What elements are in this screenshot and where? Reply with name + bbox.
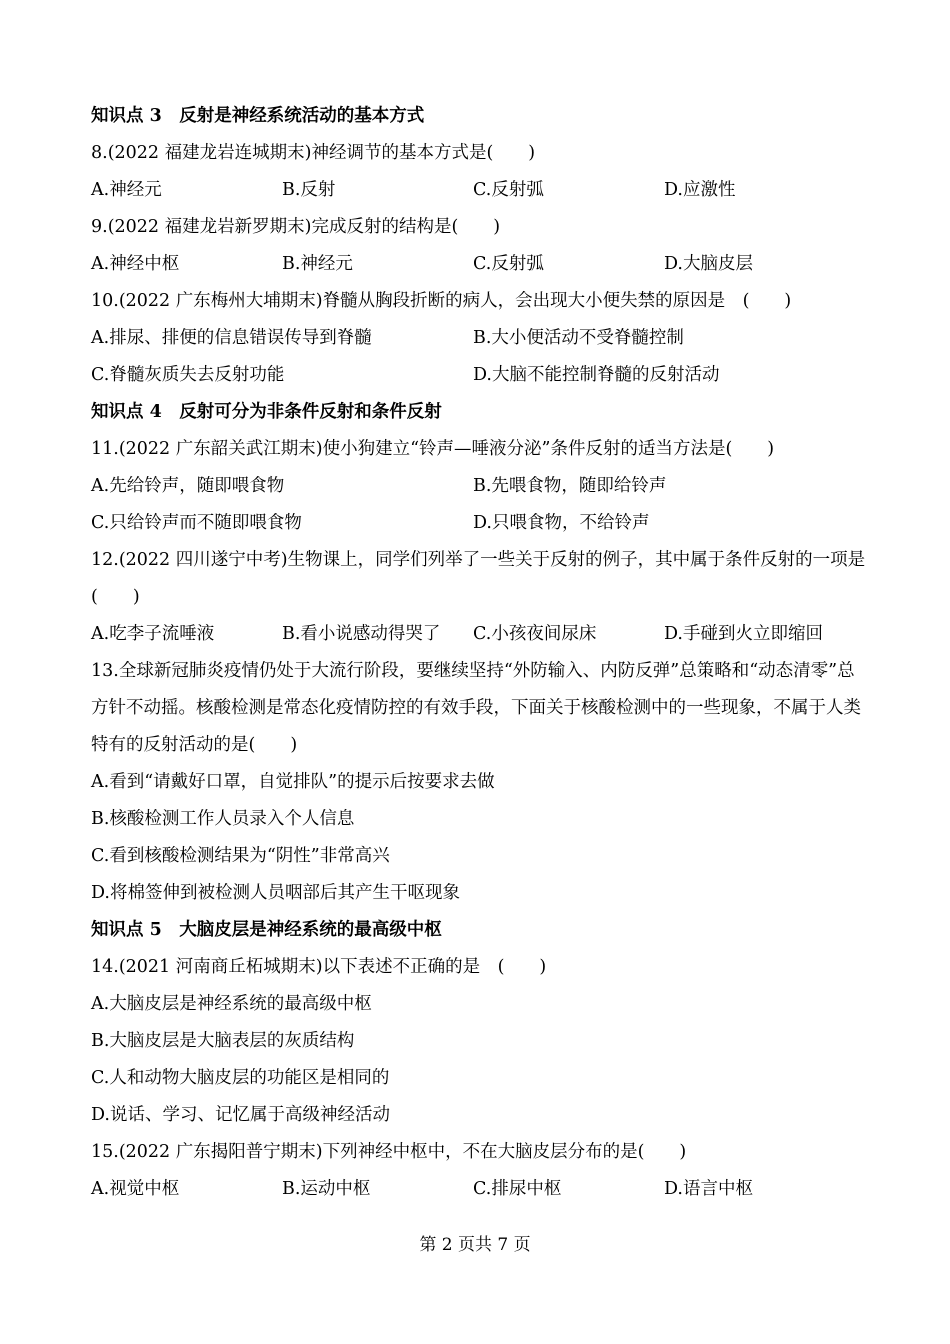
option: B.运动中枢 <box>282 1179 371 1199</box>
option-row <box>91 616 866 653</box>
question-stem: 8.(2022 福建龙岩连城期末)神经调节的基本方式是( ) <box>91 143 536 163</box>
option: C.只给铃声而不随即喂食物 <box>91 513 302 533</box>
question-stem: 13.全球新冠肺炎疫情仍处于大流行阶段，要继续坚持“外防输入、内防反弹”总策略和“动态清零”总方针不动摇。核酸检测是常态化疫情防控的有效手段，下面关于核酸检测中的一些现象，不属于人类特有的反射活动的是( ) <box>91 661 861 755</box>
option: D.将棉签伸到被检测人员咽部后其产生干呕现象 <box>91 883 460 903</box>
option: D.手碰到火立即缩回 <box>664 624 823 644</box>
section-heading: 知识点 5 大脑皮层是神经系统的最高级中枢 <box>91 920 442 940</box>
question-stem: 12.(2022 四川遂宁中考)生物课上，同学们列举了一些关于反射的例子，其中属于条件反射的一项是( ) <box>91 550 866 607</box>
option: A.神经元 <box>91 180 162 200</box>
option: C.排尿中枢 <box>473 1179 562 1199</box>
option: B.看小说感动得哭了 <box>282 624 441 644</box>
option: D.只喂食物，不给铃声 <box>473 513 650 533</box>
option: A.吃李子流唾液 <box>91 624 215 644</box>
section-heading: 知识点 3 反射是神经系统活动的基本方式 <box>91 106 425 126</box>
document-page <box>91 98 866 1208</box>
option: A.看到“请戴好口罩，自觉排队”的提示后按要求去做 <box>91 772 495 792</box>
option: C.人和动物大脑皮层的功能区是相同的 <box>91 1068 390 1088</box>
option: B.大脑皮层是大脑表层的灰质结构 <box>91 1031 355 1051</box>
option-row <box>91 1171 866 1208</box>
option-row <box>91 172 866 209</box>
option: B.大小便活动不受脊髓控制 <box>473 328 684 348</box>
option: A.大脑皮层是神经系统的最高级中枢 <box>91 994 372 1014</box>
option: B.核酸检测工作人员录入个人信息 <box>91 809 355 829</box>
option: C.看到核酸检测结果为“阴性”非常高兴 <box>91 846 390 866</box>
option: D.应激性 <box>664 180 736 200</box>
option: C.脊髓灰质失去反射功能 <box>91 365 285 385</box>
option-row <box>91 468 866 505</box>
option: D.大脑皮层 <box>664 254 753 274</box>
question-stem: 14.(2021 河南商丘柘城期末)以下表述不正确的是 ( ) <box>91 957 547 977</box>
option: D.说话、学习、记忆属于高级神经活动 <box>91 1105 390 1125</box>
question-stem: 11.(2022 广东韶关武江期末)使小狗建立“铃声—唾液分泌”条件反射的适当方法是( ) <box>91 439 775 459</box>
question-stem: 9.(2022 福建龙岩新罗期末)完成反射的结构是( ) <box>91 217 501 237</box>
section-heading: 知识点 4 反射可分为非条件反射和条件反射 <box>91 402 442 422</box>
option-row <box>91 505 866 542</box>
option-row <box>91 320 866 357</box>
option: B.先喂食物，随即给铃声 <box>473 476 667 496</box>
option: A.先给铃声，随即喂食物 <box>91 476 285 496</box>
option: A.排尿、排便的信息错误传导到脊髓 <box>91 328 372 348</box>
option: D.语言中枢 <box>664 1179 753 1199</box>
page-footer: 第 2 页共 7 页 <box>419 1235 531 1255</box>
option: C.反射弧 <box>473 254 544 274</box>
option-row <box>91 246 866 283</box>
question-stem: 15.(2022 广东揭阳普宁期末)下列神经中枢中，不在大脑皮层分布的是( ) <box>91 1142 687 1162</box>
option: B.神经元 <box>282 254 353 274</box>
option: B.反射 <box>282 180 336 200</box>
option: A.视觉中枢 <box>91 1179 180 1199</box>
option: A.神经中枢 <box>91 254 180 274</box>
option-row <box>91 357 866 394</box>
question-stem: 10.(2022 广东梅州大埔期末)脊髓从胸段折断的病人，会出现大小便失禁的原因是 ( ) <box>91 291 792 311</box>
option: C.反射弧 <box>473 180 544 200</box>
option: C.小孩夜间尿床 <box>473 624 597 644</box>
option: D.大脑不能控制脊髓的反射活动 <box>473 365 720 385</box>
